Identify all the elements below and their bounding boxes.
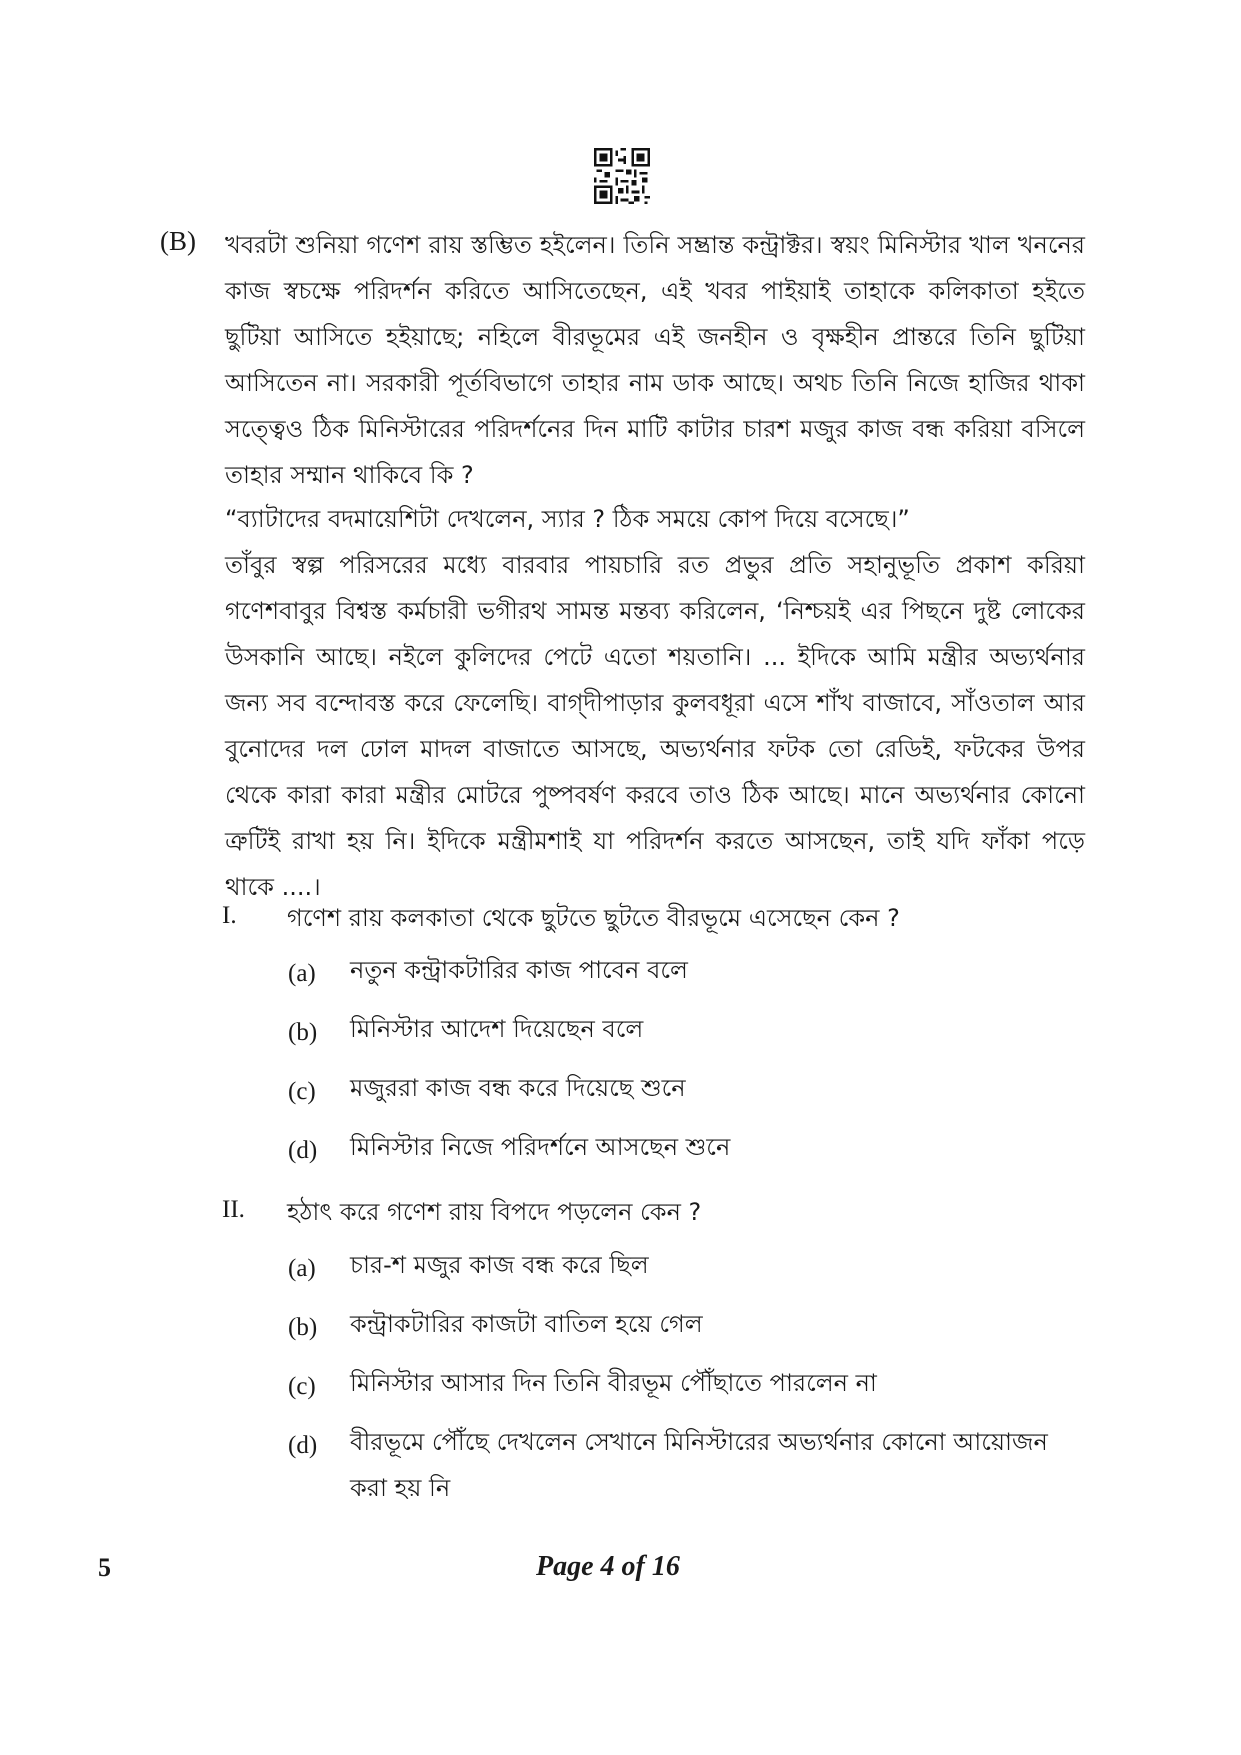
page-number: Page 4 of 16	[536, 1551, 680, 1582]
section-label: (B)	[160, 226, 196, 256]
option-text: মিনিস্টার নিজে পরিদর্শনে আসছেন শুনে	[350, 1133, 731, 1161]
option-letter: (b)	[288, 1019, 318, 1046]
option-letter: (c)	[288, 1373, 316, 1400]
option-letter: (d)	[288, 1137, 318, 1164]
question-text: হঠাৎ করে গণেশ রায় বিপদে পড়লেন কেন ?	[287, 1198, 702, 1226]
option-text: মিনিস্টার আসার দিন তিনি বীরভূম পৌঁছাতে পারলেন না	[350, 1369, 877, 1397]
option-text: মজুররা কাজ বন্ধ করে দিয়েছে শুনে	[350, 1074, 686, 1102]
option-text: চার-শ মজুর কাজ বন্ধ করে ছিল	[350, 1251, 649, 1279]
question-number: II.	[222, 1196, 245, 1223]
option-letter: (a)	[288, 960, 316, 987]
passage-paragraph-3: তাঁবুর স্বল্প পরিসরের মধ্যে বারবার পায়চারি রত প্রভুর প্রতি সহানুভূতি প্রকাশ করিয়া গণেশবাবুর বিশ্বস্ত কর্মচারী ভগীরথ সামন্ত মন্তব্য করিলেন, ‘নিশ্চয়ই এর পিছনে দুষ্ট লোকের উসকানি আছে। নইলে কুলিদের পেটে এতো শয়তানি। ... ইদিকে আমি মন্ত্রীর অভ্যর্থনার জন্য সব বন্দোবস্ত করে ফেলেছি। বাগ্‌দীপাড়ার কুলবধূরা এসে শাঁখ বাজাবে, সাঁওতাল আর বুনোদের দল ঢোল মাদল বাজাতে আসছে, অভ্যর্থনার ফটক তো রেডিই, ফটকের উপর থেকে কারা কারা মন্ত্রীর মোটরে পুষ্পবর্ষণ করবে তাও ঠিক আছে। মানে অভ্যর্থনার কোনো ত্রুটিই রাখা হয় নি। ইদিকে মন্ত্রীমশাই যা পরিদর্শন করতে আসছেন, তাই যদি ফাঁকা পড়ে থাকে ....।	[225, 551, 1085, 901]
option-letter: (d)	[288, 1432, 318, 1459]
question-number: I.	[222, 902, 237, 929]
passage-paragraph-2: “ব্যাটাদের বদমায়েশিটা দেখলেন, স্যার ? ঠিক সময়ে কোপ দিয়ে বসেছে।”	[225, 505, 910, 533]
option-text: বীরভূমে পৌঁছে দেখলেন সেখানে মিনিস্টারের অভ্যর্থনার কোনো আয়োজন করা হয় নি	[350, 1428, 1048, 1502]
passage-paragraph-1: খবরটা শুনিয়া গণেশ রায় স্তম্ভিত হইলেন। তিনি সম্ভ্রান্ত কন্ট্রাক্টর। স্বয়ং মিনিস্টার খাল খননের কাজ স্বচক্ষে পরিদর্শন করিতে আসিতেছেন, এই খবর পাইয়াই তাহাকে কলিকাতা হইতে ছুটিয়া আসিতে হইয়াছে; নহিলে বীরভূমের এই জনহীন ও বৃক্ষহীন প্রান্তরে তিনি ছুটিয়া আসিতেন না। সরকারী পূর্তবিভাগে তাহার নাম ডাক আছে। অথচ তিনি নিজে হাজির থাকা সত্ত্বেও ঠিক মিনিস্টারের পরিদর্শনের দিন মাটি কাটার চারশ মজুর কাজ বন্ধ করিয়া বসিলে তাহার সম্মান থাকিবে কি ?	[225, 231, 1085, 489]
qr-code	[594, 148, 650, 204]
question-text: গণেশ রায় কলকাতা থেকে ছুটতে ছুটতে বীরভূমে এসেছেন কেন ?	[287, 904, 900, 932]
option-text: নতুন কন্ট্রাকটারির কাজ পাবেন বলে	[350, 956, 688, 984]
option-letter: (c)	[288, 1078, 316, 1105]
option-letter: (b)	[288, 1314, 318, 1341]
option-letter: (a)	[288, 1255, 316, 1282]
option-text: কন্ট্রাকটারির কাজটা বাতিল হয়ে গেল	[350, 1310, 703, 1338]
footer-number: 5	[98, 1553, 111, 1582]
option-text: মিনিস্টার আদেশ দিয়েছেন বলে	[350, 1015, 644, 1043]
